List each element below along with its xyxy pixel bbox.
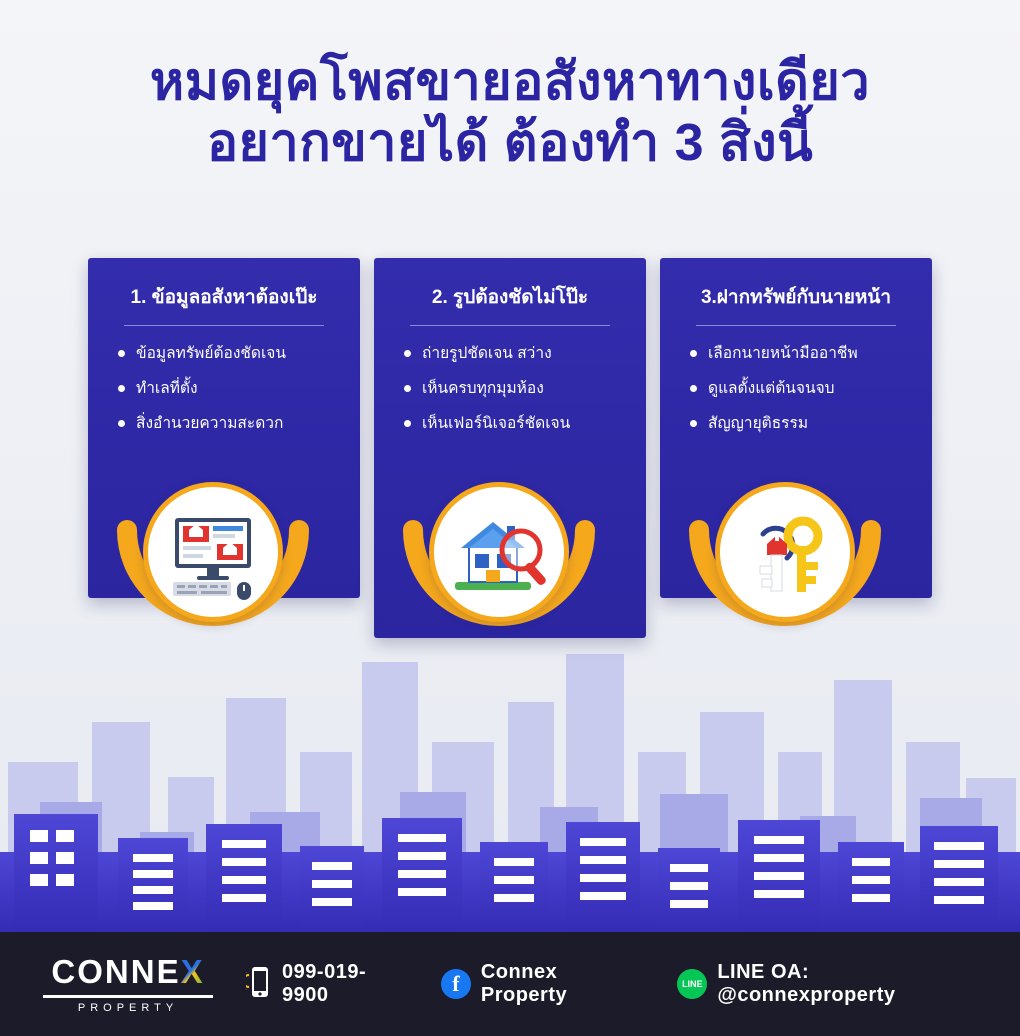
tip-card-2: [374, 258, 646, 638]
list-item: ดูแลตั้งแต่ต้นจนจบ: [688, 377, 912, 400]
list-item: เห็นเฟอร์นิเจอร์ชัดเจน: [402, 412, 626, 435]
logo-word-main: CONNE: [51, 952, 181, 990]
facebook-contact[interactable]: [441, 961, 647, 1007]
tip-card-3-bullets: [680, 342, 912, 436]
tip-card-1-title: 1. ข้อมูลอสังหาต้องเป๊ะ: [130, 287, 318, 308]
list-item: เลือกนายหน้ามืออาชีพ: [688, 342, 912, 365]
list-item: สัญญายุติธรรม: [688, 412, 912, 435]
phone-number: 099-019-9900: [282, 961, 367, 1006]
tip-card-3-title: 3.ฝากทรัพย์กับนายหน้า: [700, 287, 892, 308]
line-contact[interactable]: [677, 961, 990, 1007]
list-item: ข้อมูลทรัพย์ต้องชัดเจน: [116, 342, 340, 365]
list-item: สิ่งอำนวยความสะดวก: [116, 412, 340, 435]
connex-logo: [36, 952, 220, 1014]
headline-line-1: หมดยุคโพสขายอสังหาทางเดียว: [149, 53, 871, 111]
divider: [124, 325, 324, 326]
line-oa-id: LINE OA: @connexproperty: [717, 961, 896, 1006]
headline: [0, 52, 1020, 175]
facebook-icon: f: [441, 969, 471, 999]
tip-card-1-bullets: [108, 342, 340, 436]
logo-subtitle: PROPERTY: [77, 1001, 179, 1014]
logo-underline: [43, 995, 213, 998]
list-item: เห็นครบทุกมุมห้อง: [402, 377, 626, 400]
divider: [696, 325, 896, 326]
footer-bar: [0, 932, 1020, 1036]
tip-card-3: [660, 258, 932, 598]
mobile-phone-icon: [246, 965, 272, 1004]
tip-card-1: [88, 258, 360, 598]
list-item: ถ่ายรูปชัดเจน สว่าง: [402, 342, 626, 365]
tip-card-2-bullets: [394, 342, 626, 436]
facebook-page-name: Connex Property: [480, 961, 568, 1006]
divider: [410, 325, 610, 326]
line-icon: LINE: [677, 969, 707, 999]
list-item: ทำเลที่ตั้ง: [116, 377, 340, 400]
tips-card-row: [0, 258, 1020, 708]
logo-wordmark: [36, 952, 220, 990]
headline-line-2: อยากขายได้ ต้องทำ 3 สิ่งนี้: [206, 114, 814, 173]
tip-card-2-title: 2. รูปต้องชัดไม่โป๊ะ: [431, 287, 589, 308]
logo-word-accent: X: [180, 952, 205, 990]
phone-contact[interactable]: [246, 961, 411, 1007]
